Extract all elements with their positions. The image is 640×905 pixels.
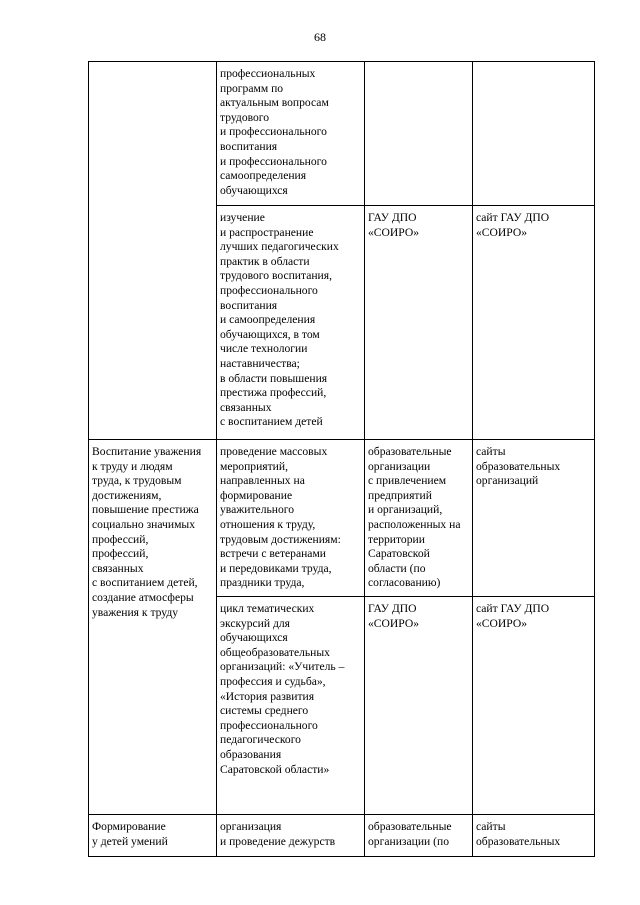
source-cell: сайт ГАУ ДПО «СОИРО» bbox=[473, 206, 595, 440]
table-row bbox=[89, 815, 595, 857]
responsible-cell bbox=[365, 62, 473, 206]
table-row bbox=[89, 440, 595, 597]
event-cell: проведение массовых мероприятий, направленных на формирование уважительного отношения к труду, трудовым достижениям: встречи с ветеранами и передовиками труда, праздники труда, bbox=[217, 440, 365, 597]
event-cell: изучение и распространение лучших педагогических практик в области трудового воспитания, профессионального воспитания и самоопределения обучающихся, в том числе технологии наставничества; в области повышения престижа профессий, связанных с воспитанием детей bbox=[217, 206, 365, 440]
page-number: 68 bbox=[314, 30, 326, 44]
direction-cell: Формирование у детей умений bbox=[89, 815, 217, 857]
direction-cell bbox=[89, 62, 217, 440]
table-row bbox=[89, 62, 595, 206]
responsible-cell: образовательные организации (по bbox=[365, 815, 473, 857]
responsible-cell: ГАУ ДПО «СОИРО» bbox=[365, 206, 473, 440]
measures-table bbox=[88, 61, 595, 857]
event-cell: организация и проведение дежурств bbox=[217, 815, 365, 857]
event-cell: профессиональных программ по актуальным вопросам трудового и профессионального воспитания и профессионального самоопределения обучающихся bbox=[217, 62, 365, 206]
source-cell: сайты образовательных организаций bbox=[473, 440, 595, 597]
source-cell bbox=[473, 62, 595, 206]
source-cell: сайты образовательных bbox=[473, 815, 595, 857]
responsible-cell: ГАУ ДПО «СОИРО» bbox=[365, 597, 473, 815]
direction-cell: Воспитание уважения к труду и людям труда, к трудовым достижениям, повышение престижа социально значимых профессий, профессий, связанных с воспитанием детей, создание атмосферы уважения к труду bbox=[89, 440, 217, 815]
responsible-cell: образовательные организации с привлечением предприятий и организаций, расположенных на территории Саратовской области (по согласованию) bbox=[365, 440, 473, 597]
event-cell: цикл тематических экскурсий для обучающихся общеобразовательных организаций: «Учитель – профессия и судьба», «История развития системы среднего профессионального педагогического образования Саратовской области» bbox=[217, 597, 365, 815]
source-cell: сайт ГАУ ДПО «СОИРО» bbox=[473, 597, 595, 815]
